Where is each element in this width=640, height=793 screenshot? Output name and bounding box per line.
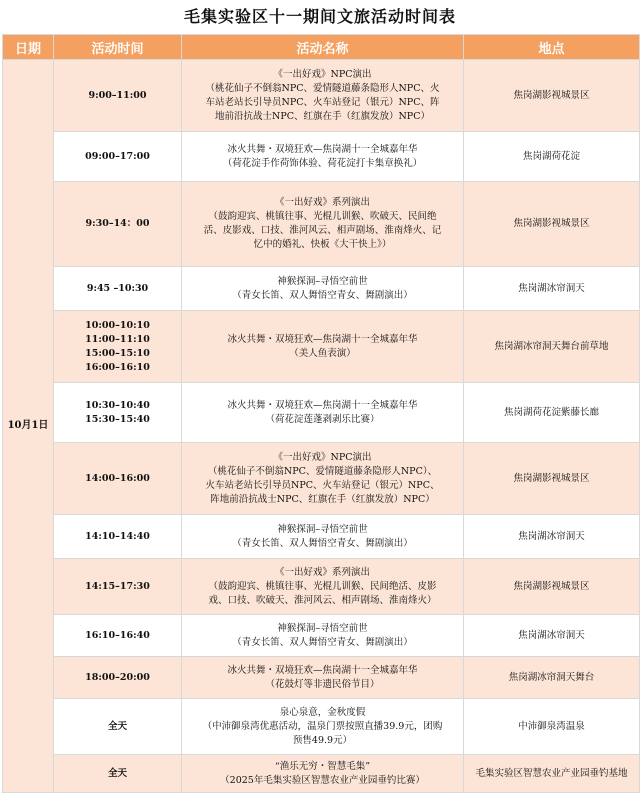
activity-name-line: 阵地前沿抗战士NPC、红旗在手（红旗发放）NPC） xyxy=(210,493,435,505)
activity-name-line: 《一出好戏》NPC演出 xyxy=(273,68,372,80)
activity-name-cell xyxy=(182,657,464,699)
activity-name-line: （桃花仙子不倒翁NPC、爱情隧道藤条隐形人NPC）、 xyxy=(207,465,438,477)
activity-time-cell xyxy=(54,182,182,267)
activity-name-cell xyxy=(182,515,464,559)
table-row xyxy=(3,699,640,755)
activity-time-cell xyxy=(54,657,182,699)
activity-name-line: “渔乐无穷・智慧毛集” xyxy=(274,760,371,772)
activity-name-line: 预售49.9元） xyxy=(292,734,353,746)
activity-name-cell xyxy=(182,267,464,311)
activity-name-line: 《一出好戏》NPC演出 xyxy=(273,451,372,463)
page-title: 毛集实验区十一期间文旅活动时间表 xyxy=(183,7,456,26)
table-row xyxy=(3,311,640,383)
activity-name-cell xyxy=(182,182,464,267)
activity-name-line: （青女长笛、双人舞悟空青女、舞剧演出） xyxy=(232,289,413,301)
activity-name-line: （荷花淀手作荷饰体验、荷花淀打卡集章换礼） xyxy=(222,157,423,169)
location-cell: 焦岗湖冰帘洞天 xyxy=(464,267,640,311)
activity-name-line: 神猴探洞–寻悟空前世 xyxy=(277,275,368,287)
activity-time-cell xyxy=(54,515,182,559)
activity-time-cell xyxy=(54,311,182,383)
activity-name-cell xyxy=(182,615,464,657)
location-cell: 焦岗湖冰帘洞天舞台 xyxy=(464,657,640,699)
activity-name-line: （鼓韵迎宾、桃镇往事、光棍儿训猴、民间绝活、皮影 xyxy=(208,580,437,592)
activity-time: 全天 xyxy=(107,767,127,779)
activity-name-line: 火车站老站长引导员NPC、火车站登记（银元）NPC、 xyxy=(205,479,440,491)
activity-name-cell xyxy=(182,443,464,515)
table-row xyxy=(3,657,640,699)
activity-name-line: 《一出好戏》系列演出 xyxy=(274,197,370,208)
table-row xyxy=(3,615,640,657)
activity-name-line: （中沛御泉湾优惠活动，温泉门票按照直播39.9元，团购 xyxy=(202,720,443,732)
activity-time: 14:15–17:30 xyxy=(85,580,150,592)
activity-name-cell xyxy=(182,755,464,793)
location-cell: 焦岗湖影视城景区 xyxy=(464,443,640,515)
activity-name-line: （2025年毛集实验区智慧农业产业园垂钓比赛） xyxy=(220,774,425,786)
activity-name-cell xyxy=(182,132,464,182)
schedule-body xyxy=(3,60,640,793)
activity-name-line: （青女长笛、双人舞悟空青女、舞剧演出） xyxy=(232,636,413,648)
activity-name-line: 《一出好戏》系列演出 xyxy=(274,566,370,578)
activity-name-line: 戏、口技、吹破天、淮河风云、相声剧场、淮南烽火） xyxy=(208,594,437,606)
activity-name-line: 神猴探洞–寻悟空前世 xyxy=(277,523,368,535)
table-row xyxy=(3,383,640,443)
activity-time: 16:10–16:40 xyxy=(85,629,150,641)
activity-time: 15:00–15:10 xyxy=(85,347,150,359)
location-cell: 焦岗湖冰帘洞天舞台前草地 xyxy=(464,311,640,383)
activity-time-cell xyxy=(54,443,182,515)
table-row xyxy=(3,182,640,267)
activity-name-line: 地前沿抗战士NPC、红旗在手（红旗发放）NPC） xyxy=(215,110,430,122)
activity-time: 16:00–16:10 xyxy=(85,361,150,373)
location-cell: 焦岗湖荷花淀紫藤长廊 xyxy=(464,383,640,443)
location-cell: 焦岗湖影视城景区 xyxy=(464,60,640,132)
activity-time: 10:30–10:40 xyxy=(85,399,150,411)
activity-time-cell xyxy=(54,699,182,755)
activity-name-line: （美人鱼表演） xyxy=(289,347,356,359)
activity-name-line: 冰火共舞・双境狂欢—焦岗湖十一全城嘉年华 xyxy=(227,333,418,345)
table-row xyxy=(3,515,640,559)
activity-time-cell xyxy=(54,383,182,443)
activity-name-line: 冰火共舞・双境狂欢—焦岗湖十一全城嘉年华 xyxy=(227,664,418,676)
location-cell: 焦岗湖影视城景区 xyxy=(464,559,640,615)
activity-time: 18:00–20:00 xyxy=(85,671,150,683)
activity-name-cell xyxy=(182,699,464,755)
activity-time: 15:30–15:40 xyxy=(85,413,150,425)
activity-name-line: 活、皮影戏、口技、淮河风云、相声剧场、淮南烽火、记 xyxy=(203,225,442,236)
activity-name-cell xyxy=(182,559,464,615)
activity-time-cell xyxy=(54,755,182,793)
activity-time: 10:00–10:10 xyxy=(85,319,150,331)
activity-name-line: 冰火共舞・双境狂欢—焦岗湖十一全城嘉年华 xyxy=(227,399,418,411)
activity-name-line: 车站老站长引导员NPC、火车站登记（银元）NPC、阵 xyxy=(205,96,440,108)
activity-time: 9:45 –10:30 xyxy=(86,282,149,294)
activity-time: 9:30–14：00 xyxy=(85,218,150,229)
header-name: 活动名称 xyxy=(182,35,464,60)
activity-name-cell xyxy=(182,383,464,443)
activity-time: 14:10–14:40 xyxy=(85,530,150,542)
location-cell: 毛集实验区智慧农业产业园垂钓基地 xyxy=(464,755,640,793)
activity-time-cell xyxy=(54,132,182,182)
activity-time: 9:00–11:00 xyxy=(88,89,147,101)
table-row xyxy=(3,60,640,132)
activity-time: 全天 xyxy=(107,720,127,732)
activity-name-line: 冰火共舞・双境狂欢—焦岗湖十一全城嘉年华 xyxy=(227,143,418,155)
activity-name-line: （花鼓灯等非遗民俗节目） xyxy=(265,678,380,690)
activity-name-cell xyxy=(182,311,464,383)
table-row xyxy=(3,132,640,182)
location-cell: 焦岗湖影视城景区 xyxy=(464,182,640,267)
activity-time-cell xyxy=(54,615,182,657)
location-cell: 焦岗湖冰帘洞天 xyxy=(464,515,640,559)
date-cell: 10月1日 xyxy=(3,60,54,793)
activity-name-cell xyxy=(182,60,464,132)
header-time: 活动时间 xyxy=(54,35,182,60)
header-location: 地点 xyxy=(464,35,640,60)
table-row xyxy=(3,267,640,311)
table-row xyxy=(3,443,640,515)
activity-time-cell xyxy=(54,267,182,311)
schedule-table xyxy=(2,34,640,793)
table-row xyxy=(3,559,640,615)
activity-name-line: （桃花仙子不倒翁NPC、爱情隧道藤条隐形人NPC、火 xyxy=(205,82,440,94)
activity-time-cell xyxy=(54,60,182,132)
activity-time: 09:00–17:00 xyxy=(85,150,150,162)
activity-name-line: （鼓韵迎宾、桃镇往事、光棍儿训猴、吹破天、民间绝 xyxy=(208,211,437,222)
activity-name-line: 神猴探洞–寻悟空前世 xyxy=(277,622,368,634)
activity-time: 14:00–16:00 xyxy=(85,472,150,484)
activity-time: 11:00–11:10 xyxy=(85,333,150,345)
activity-time-cell xyxy=(54,559,182,615)
activity-name-line: （荷花淀莲蓬剥剥乐比赛） xyxy=(265,413,380,425)
header-date: 日期 xyxy=(3,35,54,60)
activity-name-line: 泉心泉意，金秋度假 xyxy=(279,706,366,718)
table-row xyxy=(3,755,640,793)
table-header-row xyxy=(3,35,640,60)
location-cell: 中沛御泉湾温泉 xyxy=(464,699,640,755)
location-cell: 焦岗湖荷花淀 xyxy=(464,132,640,182)
activity-name-line: （青女长笛、双人舞悟空青女、舞剧演出） xyxy=(232,537,413,549)
activity-name-line: 忆中的婚礼、快板《大干快上》） xyxy=(253,239,392,250)
location-cell: 焦岗湖冰帘洞天 xyxy=(464,615,640,657)
